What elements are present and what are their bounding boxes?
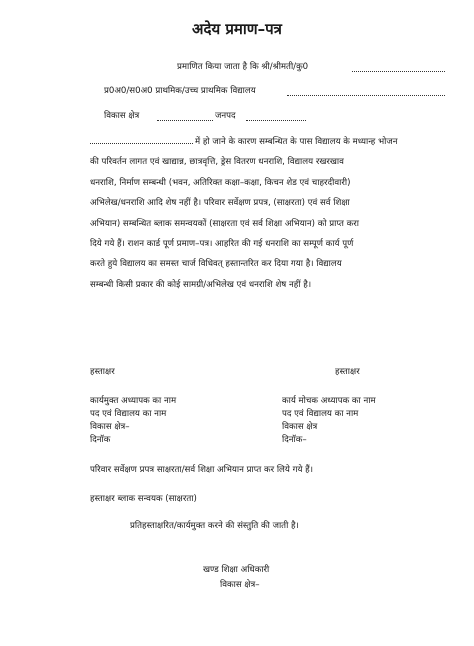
- paragraph-line-1: में हो जाने के कारण सम्बन्धित के पास विद्यालय के मध्यान्ह भोजन: [90, 132, 442, 152]
- left-post-label: पद एवं विद्यालय का नाम: [90, 409, 167, 419]
- district-blank: [246, 120, 306, 121]
- document-title: अदेय प्रमाण–पत्र: [192, 20, 282, 38]
- paragraph-line-6: दिये गये हैं। राशन कार्ड पूर्ण प्रमाण–पत्र। आहरित की गई धनराशि का सम्पूर्ण कार्य पूर्ण: [90, 239, 354, 250]
- reason-blank: [90, 135, 193, 144]
- survey-received-line: परिवार सर्वेक्षण प्रपत्र साक्षरता/सर्व शिक्षा अभियान प्राप्त कर लिये गये हैं।: [90, 465, 313, 475]
- paragraph-line-5: अभियान) सम्बन्धित ब्लाक समन्वयकों (साक्षरता एवं सर्व शिक्षा अभियान) को प्राप्त करा: [90, 218, 360, 229]
- right-teacher-name-label: कार्य मोचक अध्यापक का नाम: [282, 396, 376, 406]
- right-signature-label: हस्ताक्षर: [335, 367, 360, 377]
- right-date-label: दिनॉक–: [282, 435, 307, 445]
- certify-line: प्रमाणित किया जाता है कि श्री/श्रीमती/कु0: [177, 62, 309, 72]
- block-education-officer: खण्ड शिक्षा अधिकारी: [203, 565, 270, 575]
- body-paragraph: [90, 132, 442, 295]
- paragraph-line-4: अभिलेख/धनराशि आदि शेष नहीं है। परिवार सर्वेक्षण प्रपत्र, (साक्षरता) एवं सर्व शिक्षा: [90, 198, 350, 209]
- name-blank: [352, 71, 445, 72]
- footer-area-label: विकास क्षेत्र–: [220, 580, 260, 590]
- paragraph-line-3: धनराशि, निर्माण सम्बन्धी (भवन, अतिरिक्त कक्षा–कक्षा, किचन शेड एवं चाहरदीवारी): [90, 177, 351, 188]
- left-signature-label: हस्ताक्षर: [90, 367, 115, 377]
- left-area-label: विकास क्षेत्र–: [90, 422, 130, 432]
- left-teacher-name-label: कार्यमुक्त अध्यापक का नाम: [90, 396, 177, 406]
- left-date-label: दिनॉक: [90, 435, 111, 445]
- school-line: प्र0अ0/स0अ0 प्राथमिक/उच्च प्राथमिक विद्यालय: [104, 86, 256, 96]
- school-blank: [287, 95, 445, 96]
- right-post-label: पद एवं विद्यालय का नाम: [282, 409, 359, 419]
- paragraph-line-2: की परिवर्तन लागत एवं खाद्यान्न, छात्रवृत्ति, ड्रेस वितरण धनराशि, विद्यालय रखरखाव: [90, 157, 344, 168]
- recommendation-line: प्रतिहस्ताक्षरित/कार्यमुक्त करने की संस्तुति की जाती है।: [130, 521, 299, 531]
- block-label: विकास क्षेत्र: [104, 111, 140, 121]
- block-blank: [157, 120, 213, 121]
- paragraph-line-8: सम्बन्धी किसी प्रकार की कोई सामग्री/अभिलेख एवं धनराशि शेष नहीं है।: [90, 279, 312, 290]
- right-area-label: विकास क्षेत्र: [282, 422, 318, 432]
- paragraph-line-7: करते हुये विद्यालय का समस्त चार्ज विधिवत् हस्तान्तरित कर दिया गया है। विद्यालय: [90, 259, 342, 270]
- district-label: जनपद: [215, 111, 236, 121]
- coordinator-signature-line: हस्ताक्षर ब्लाक सन्वयक (साक्षरता): [90, 494, 197, 504]
